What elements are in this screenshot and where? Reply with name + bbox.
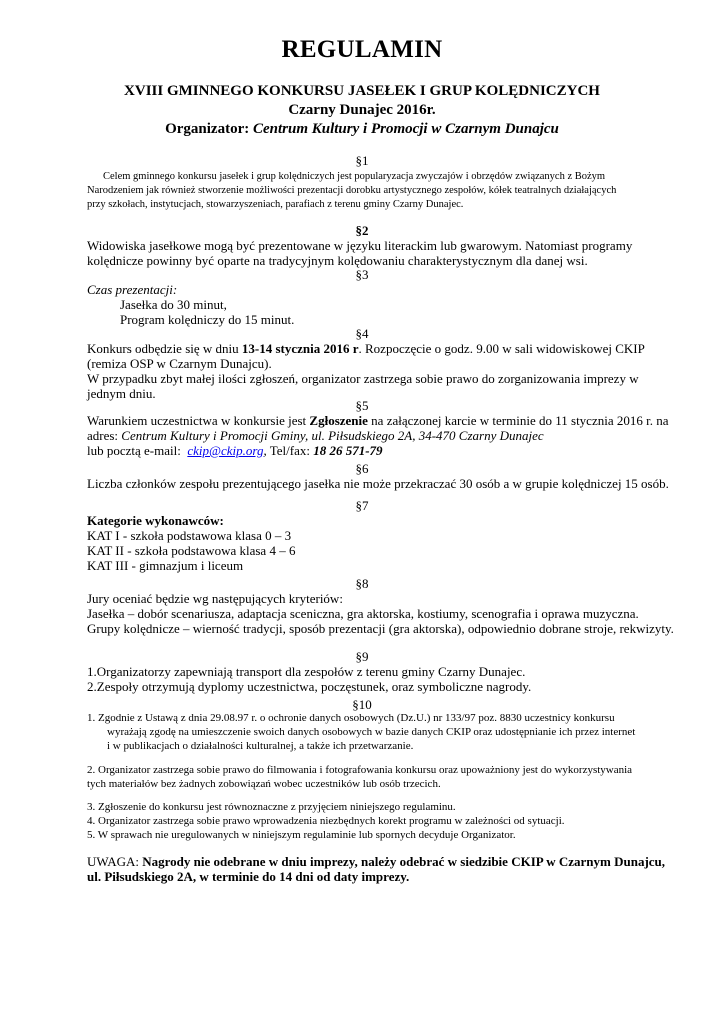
notice-label: UWAGA:	[87, 854, 139, 869]
section-4-date-line	[87, 341, 645, 357]
contest-place-year: Czarny Dunajec 2016r.	[288, 102, 436, 118]
section-5-mark: §5	[355, 398, 369, 413]
criteria-carolers: Grupy kolędnicze – wierność tradycji, sposób prezentacji (gra aktorska), odpowiednio dobrane stroje, rekwizyty.	[87, 621, 674, 636]
section-1-line: Celem gminnego konkursu jasełek i grup kolędniczych jest popularyzacja zwyczajów i obrzędów związanych z Bożym	[103, 171, 606, 182]
notice-line	[87, 854, 665, 870]
organizer-line	[0, 121, 724, 138]
section-1-line: przy szkołach, instytucjach, stowarzyszeniach, parafiach z terenu gminy Czarny Dunajec.	[87, 199, 464, 210]
criteria-nativity: Jasełka – dobór scenariusza, adaptacja sceniczna, gra aktorska, kostiumy, scenografia i oprawa muzyczna.	[87, 606, 639, 621]
section-1-line: Narodzeniem jak również stworzenie możliwości prezentacji dorobku artystycznego zespołów, kółek teatralnych działających	[87, 185, 617, 196]
date-intro: Konkurs odbędzie się w dniu	[87, 341, 239, 356]
data-protection-line: i w publikacjach o działalności kulturalnej, a także ich przetwarzanie.	[107, 740, 414, 752]
categories-label: Kategorie wykonawców:	[87, 513, 224, 528]
criteria-intro: Jury oceniać będzie wg następujących kryteriów:	[87, 591, 343, 606]
group-size-rule: Liczba członków zespołu prezentującego jasełka nie może przekraczać 30 osób a w grupie kolędniczej 15 osób.	[87, 476, 669, 491]
email-link[interactable]: ckip@ckip.org	[187, 443, 264, 458]
time-limit-item: Program kolędniczy do 15 minut.	[120, 312, 295, 327]
section-2-mark: §2	[355, 223, 369, 238]
section-9-mark: §9	[355, 649, 369, 664]
data-protection-line: 1. Zgodnie z Ustawą z dnia 29.08.97 r. o ochronie danych osobowych (Dz.U.) nr 133/97 poz. 8830 uczestnicy konkursu	[87, 712, 615, 724]
phone-number: 18 26 571-79	[313, 443, 383, 458]
section-8-mark: §8	[355, 576, 369, 591]
contest-dates: 13-14 stycznia 2016 r	[241, 341, 359, 356]
category-item: KAT II - szkoła podstawowa klasa 4 – 6	[87, 543, 296, 558]
page-title: REGULAMIN	[281, 36, 443, 63]
registration-keyword: Zgłoszenie	[309, 413, 368, 428]
address-line	[87, 428, 544, 444]
rule-3: 3. Zgłoszenie do konkursu jest równoznaczne z przyjęciem niniejszego regulaminu.	[87, 801, 456, 813]
venue-line: (remiza OSP w Czarnym Dunajcu).	[87, 356, 272, 371]
postal-address: Centrum Kultury i Promocji Gminy, ul. Piłsudskiego 2A, 34-470 Czarny Dunajec	[121, 428, 544, 443]
contact-line	[87, 443, 383, 459]
category-item: KAT III - gimnazjum i liceum	[87, 558, 244, 573]
filming-rule: 2. Organizator zastrzega sobie prawo do filmowania i fotografowania konkursu oraz upoważniony jest do wykorzystywania	[87, 764, 633, 776]
registration-deadline: na załączonej karcie w terminie do 11 stycznia 2016 r. na	[371, 413, 669, 428]
awards-rule: 2.Zespoły otrzymują dyplomy uczestnictwa, poczęstunek, oraz symboliczne nagrody.	[87, 679, 532, 694]
one-day-notice-cont: jednym dniu.	[87, 386, 156, 401]
organizer-name: Centrum Kultury i Promocji w Czarnym Dunajcu	[252, 121, 559, 137]
one-day-notice: W przypadku zbyt małej ilości zgłoszeń, organizator zastrzega sobie prawo do zorganizowania imprezy w	[87, 371, 639, 386]
section-2-line: Widowiska jasełkowe mogą być prezentowane w języku literackim lub gwarowym. Natomiast programy	[87, 238, 633, 253]
section-3-mark: §3	[355, 267, 369, 282]
rule-4: 4. Organizator zastrzega sobie prawo wprowadzenia niezbędnych korekt programu w zależności od sytuacji.	[87, 815, 565, 827]
section-1-mark: §1	[355, 153, 369, 168]
organizer-label: Organizator:	[165, 121, 250, 137]
filming-rule-cont: tych materiałów bez żadnych zobowiązań wobec uczestników lub osób trzecich.	[87, 778, 441, 790]
category-item: KAT I - szkoła podstawowa klasa 0 – 3	[87, 528, 292, 543]
section-2-line: kolędnicze powinny być oparte na tradycyjnym kolędowaniu charakterystycznym dla danej wsi.	[87, 253, 588, 268]
transport-rule: 1.Organizatorzy zapewniają transport dla zespołów z terenu gminy Czarny Dunajec.	[87, 664, 526, 679]
email-label: lub pocztą e-mail:	[87, 443, 181, 458]
time-limit-item: Jasełka do 30 minut,	[120, 297, 227, 312]
registration-line	[87, 413, 668, 429]
section-6-mark: §6	[355, 461, 369, 476]
rule-5: 5. W sprawach nie uregulowanych w niniejszym regulaminie lub spornych decyduje Organizator.	[87, 829, 516, 841]
notice-text-cont: ul. Piłsudskiego 2A, w terminie do 14 dni od daty imprezy.	[87, 869, 410, 884]
contest-name: XVIII GMINNEGO KONKURSU JASEŁEK I GRUP KOLĘDNICZYCH	[124, 83, 600, 99]
phone-label: , Tel/fax:	[263, 443, 310, 458]
notice-text: Nagrody nie odebrane w dniu imprezy, należy odebrać w siedzibie CKIP w Czarnym Dunajcu,	[142, 854, 666, 869]
address-label: adres:	[87, 428, 119, 443]
section-10-mark: §10	[352, 697, 372, 712]
start-info: . Rozpoczęcie o godz. 9.00 w sali widowiskowej CKIP	[358, 341, 645, 356]
section-4-mark: §4	[355, 326, 369, 341]
registration-intro: Warunkiem uczestnictwa w konkursie jest	[87, 413, 307, 428]
presentation-time-label: Czas prezentacji:	[87, 282, 178, 297]
section-7-mark: §7	[355, 498, 369, 513]
data-protection-line: wyrażają zgodę na umieszczenie swoich danych osobowych w bazie danych CKIP oraz udostępnianie ich przez internet	[107, 726, 636, 738]
